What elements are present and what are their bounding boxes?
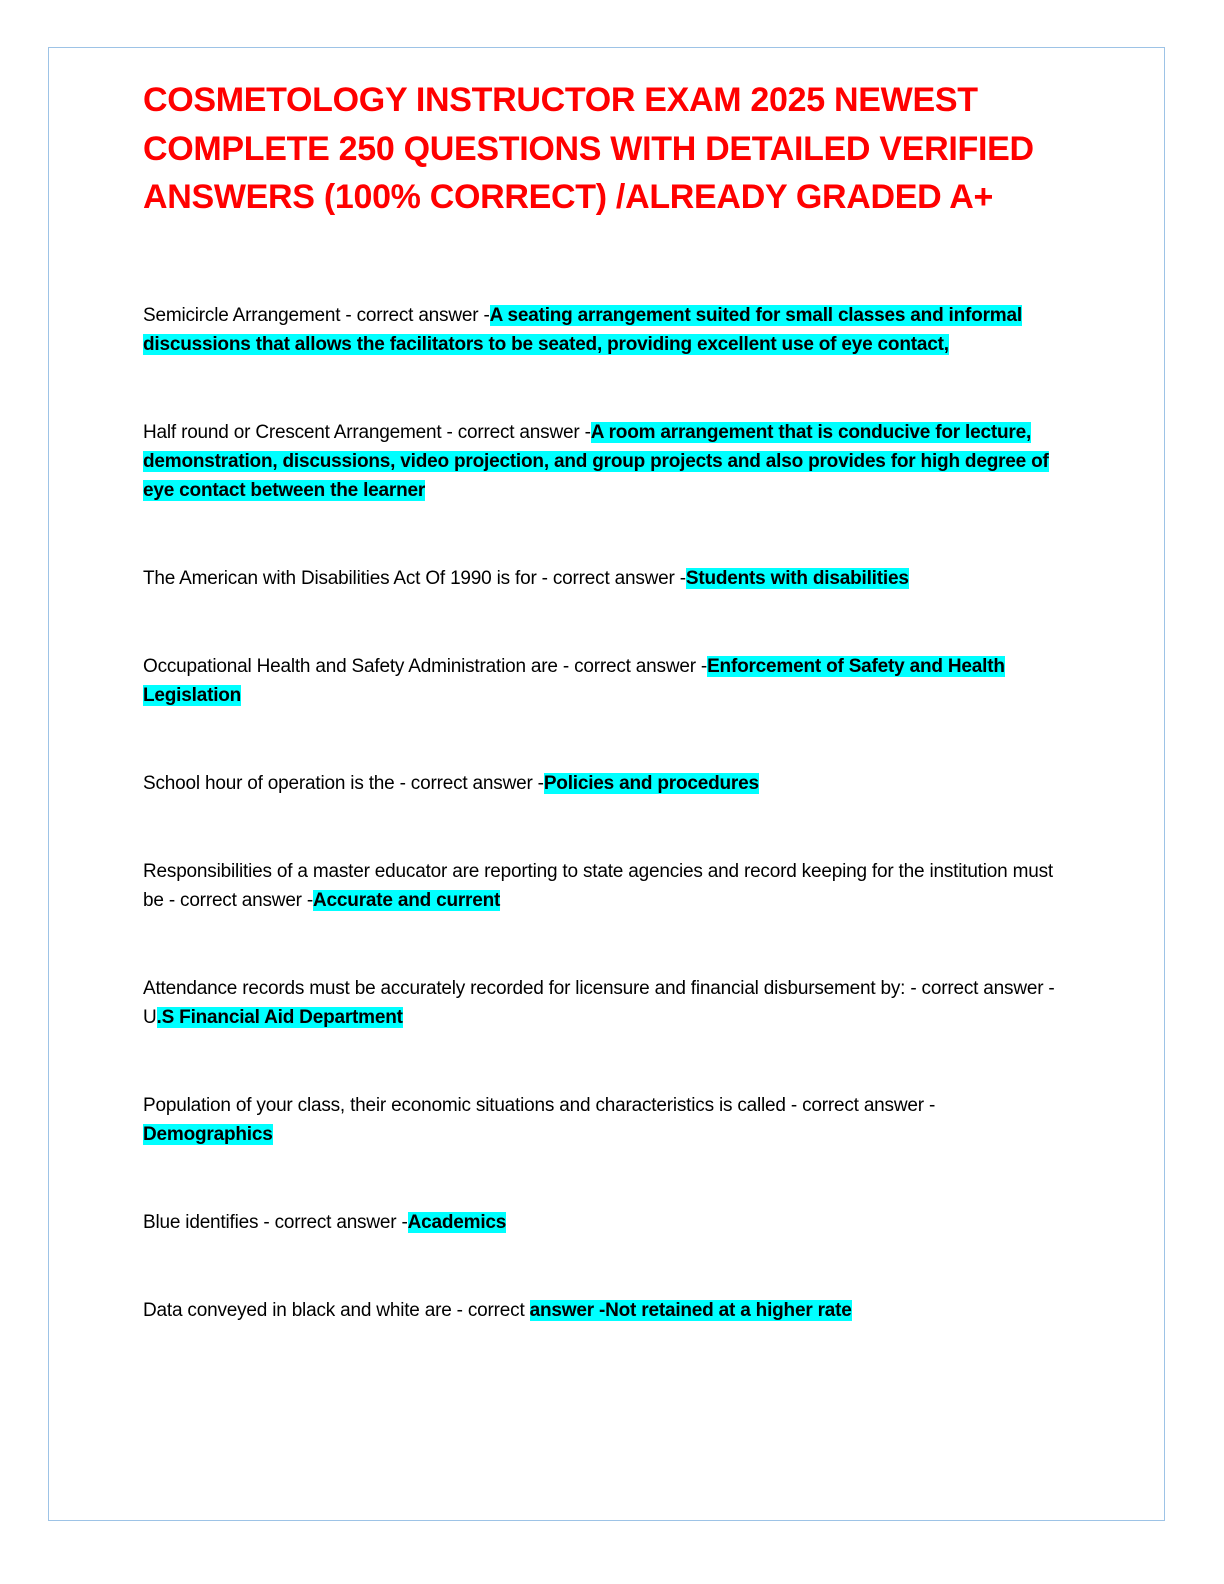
answer-highlight: answer -Not retained at a higher rate <box>529 1299 852 1321</box>
answer-highlight: Students with disabilities <box>685 567 909 589</box>
answer-highlight: Academics <box>407 1211 507 1233</box>
qa-item <box>143 974 1063 1032</box>
answer-highlight: Accurate and current <box>313 889 501 911</box>
question-text: Population of your class, their economic situations and characteristics is called - correct answer - <box>143 1094 936 1116</box>
document-title: COSMETOLOGY INSTRUCTOR EXAM 2025 NEWEST COMPLETE 250 QUESTIONS WITH DETAILED VERIFIED ANSWERS (100% CORRECT) /ALREADY GRADED A+ <box>143 81 1034 216</box>
qa-item <box>143 301 1063 359</box>
question-text: Occupational Health and Safety Administration are - correct answer - <box>143 655 708 677</box>
answer-highlight: Policies and procedures <box>543 772 759 794</box>
qa-item <box>143 1296 1063 1325</box>
answer-highlight: .S Financial Aid Department <box>156 1006 403 1028</box>
document-body <box>143 76 1063 1325</box>
question-text: Data conveyed in black and white are - correct <box>143 1299 530 1321</box>
question-text: Attendance records must be accurately recorded for licensure and financial disbursement by: - correct answer -U <box>143 977 1055 1028</box>
answer-highlight: A room arrangement that is conducive for lecture, demonstration, discussions, video projection, and group projects and also provides for high degree of eye contact between the learner <box>143 421 1049 501</box>
qa-list <box>143 301 1063 1325</box>
answer-highlight: A seating arrangement suited for small classes and informal discussions that allows the facilitators to be seated, providing excellent use of eye contact, <box>143 304 1022 355</box>
question-text: Blue identifies - correct answer - <box>143 1211 408 1233</box>
question-text: School hour of operation is the - correct answer - <box>143 772 544 794</box>
question-text: Semicircle Arrangement - correct answer - <box>143 304 490 326</box>
qa-item <box>143 652 1063 710</box>
question-text: Half round or Crescent Arrangement - correct answer - <box>143 421 591 443</box>
qa-item <box>143 769 1063 798</box>
answer-highlight: Demographics <box>143 1123 273 1145</box>
qa-item <box>143 1091 1063 1149</box>
qa-item <box>143 418 1063 505</box>
qa-item <box>143 564 1063 593</box>
answer-highlight: Enforcement of Safety and Health Legislation <box>143 655 1005 706</box>
qa-item <box>143 857 1063 915</box>
question-text: The American with Disabilities Act Of 1990 is for - correct answer - <box>143 567 686 589</box>
question-text: Responsibilities of a master educator are reporting to state agencies and record keeping for the institution must be - correct answer - <box>143 860 1053 911</box>
qa-item <box>143 1208 1063 1237</box>
